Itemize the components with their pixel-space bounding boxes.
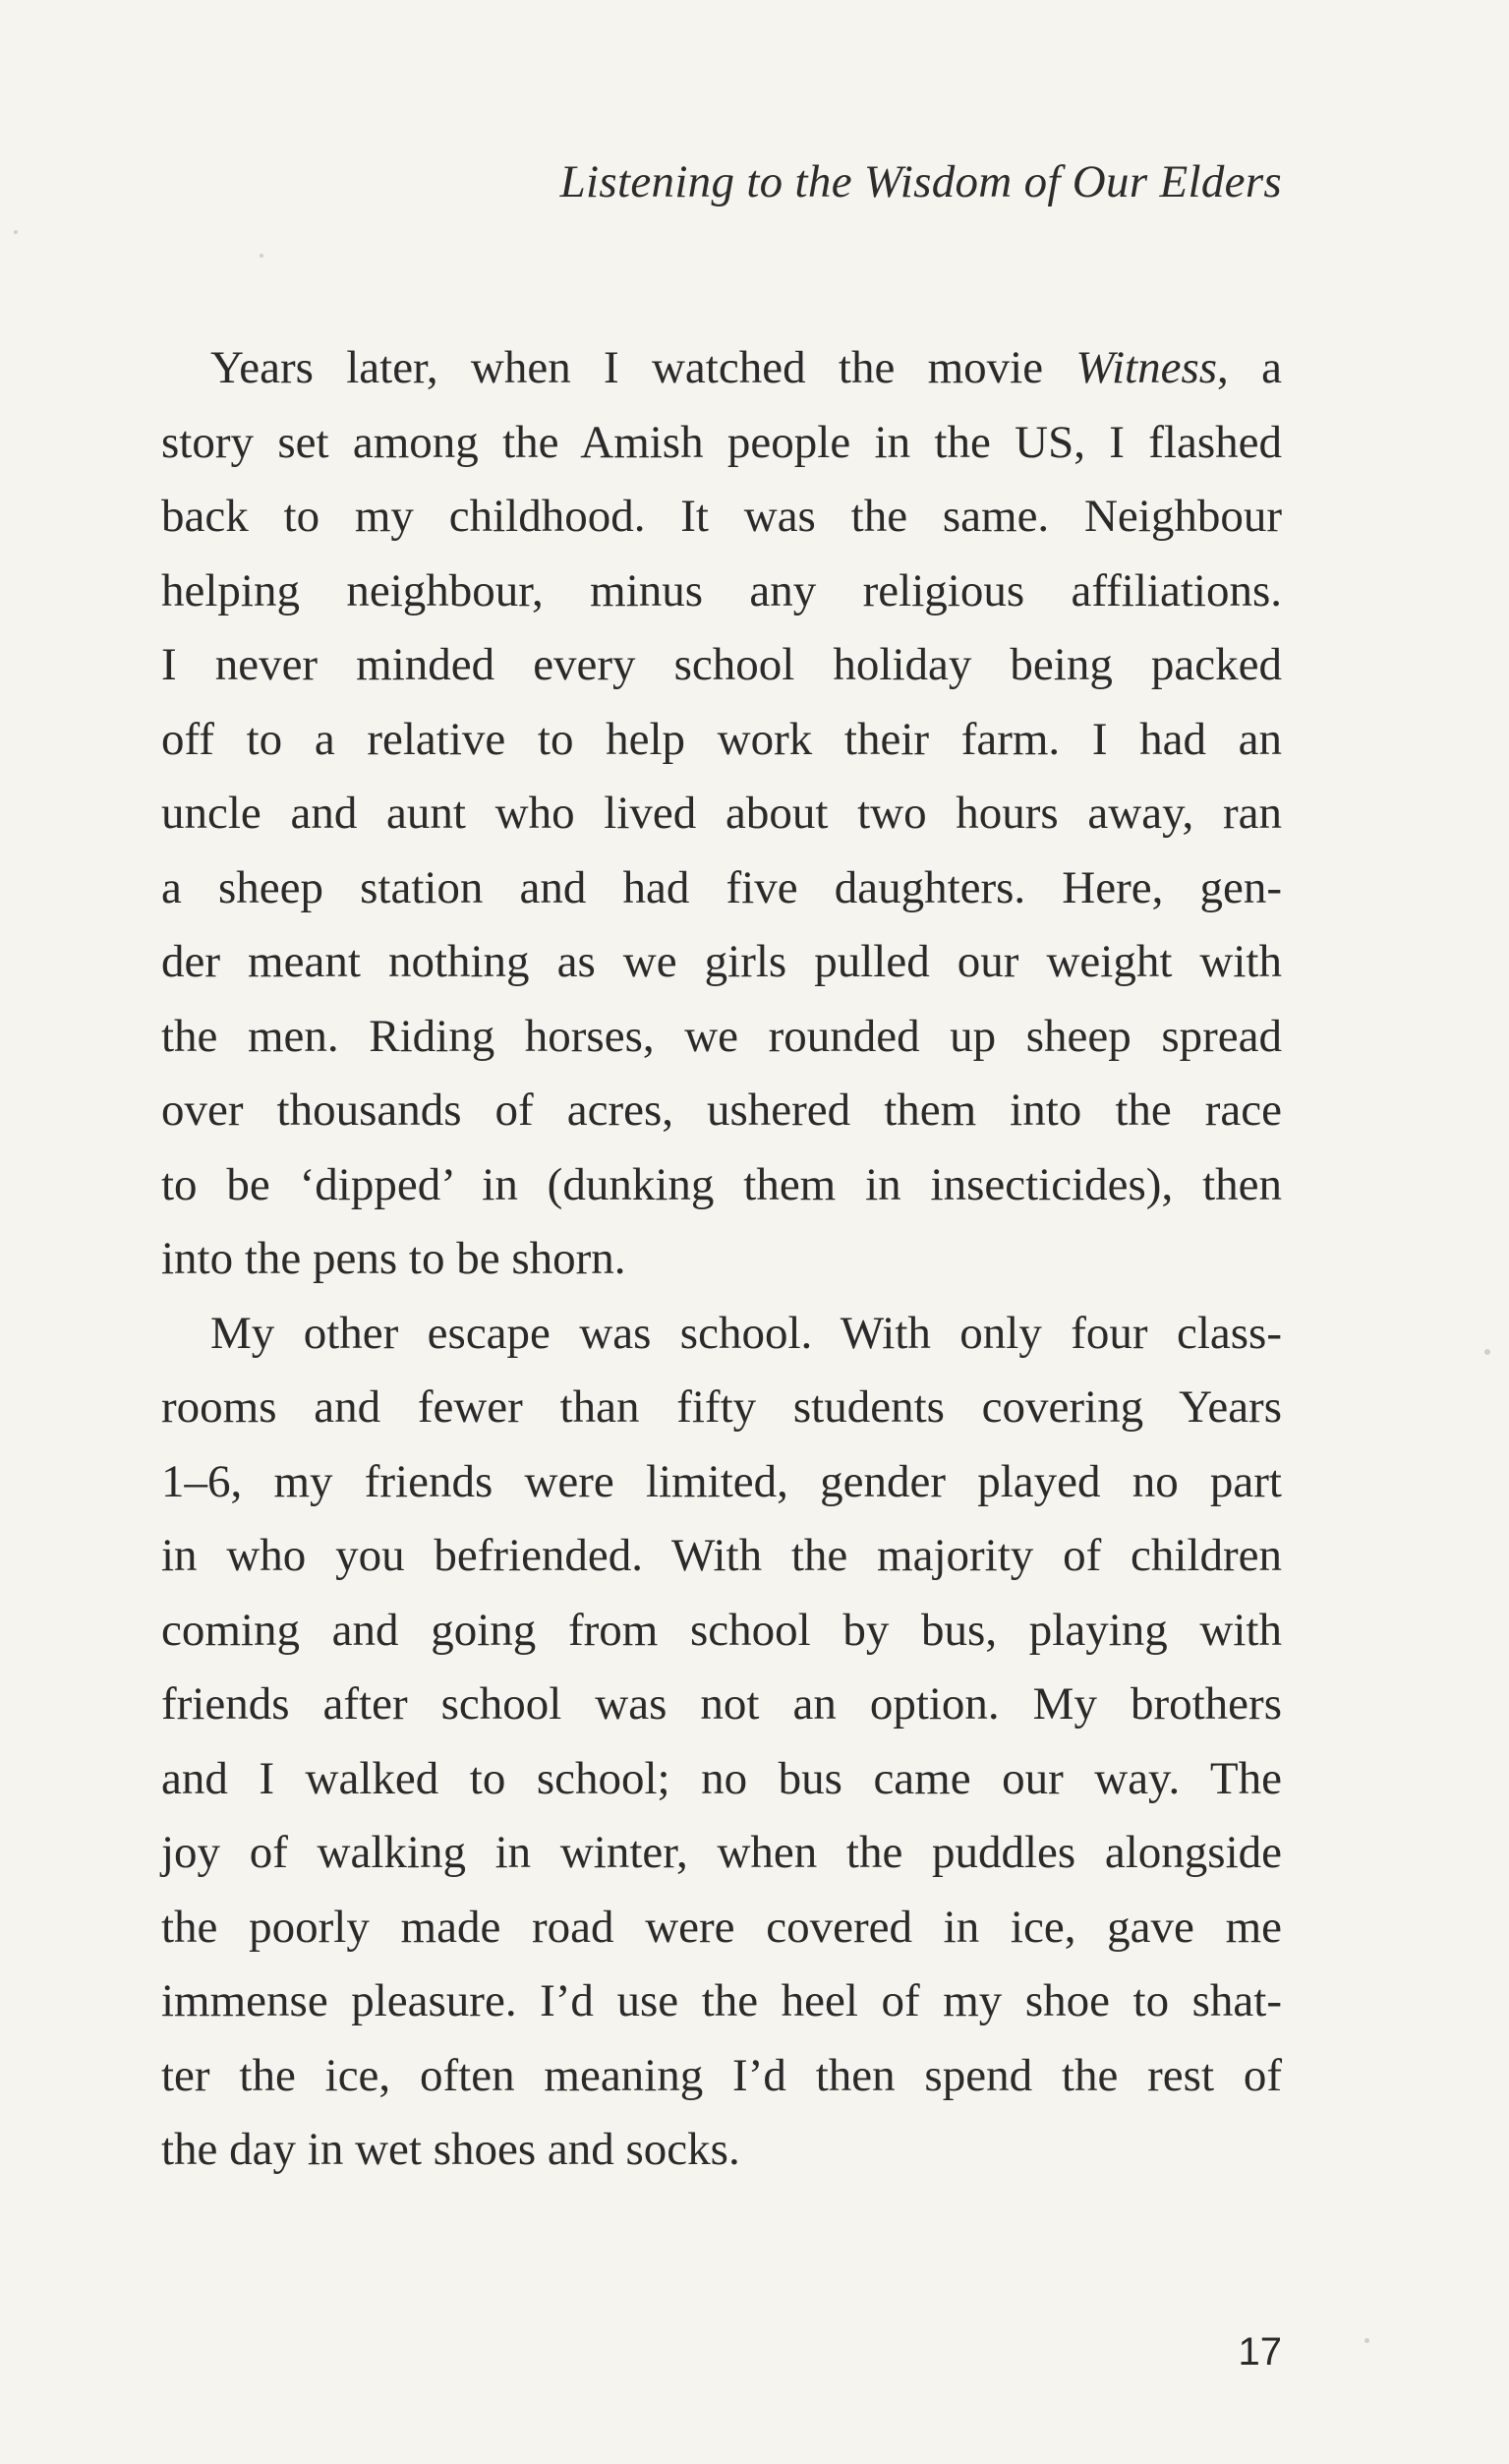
text-line: a sheep station and had five daughters. Here, gen- [161, 861, 1282, 913]
paper-speck [260, 254, 263, 258]
text-line: immense pleasure. I’d use the heel of my shoe to shat- [161, 1975, 1282, 2026]
text-line: I never minded every school holiday being packed [161, 639, 1282, 690]
text-line: 1–6, my friends were limited, gender played no part [161, 1455, 1282, 1507]
text-line: in who you befriended. With the majority of children [161, 1530, 1282, 1581]
text-line: back to my childhood. It was the same. Neighbour [161, 491, 1282, 542]
paper-speck [14, 230, 18, 234]
paragraph [161, 1297, 1282, 2188]
text-line: uncle and aunt who lived about two hours away, ran [161, 788, 1282, 839]
text-line: friends after school was not an option. My brothers [161, 1678, 1282, 1730]
text-line: the men. Riding horses, we rounded up sheep spread [161, 1010, 1282, 1062]
text-line [161, 331, 1282, 406]
text-line: joy of walking in winter, when the puddles alongside [161, 1827, 1282, 1878]
text-line: the poorly made road were covered in ice, gave me [161, 1901, 1282, 1953]
body-text [161, 331, 1282, 2188]
text-line: over thousands of acres, ushered them into the race [161, 1085, 1282, 1136]
text-line: der meant nothing as we girls pulled our weight with [161, 936, 1282, 987]
text-line: to be ‘dipped’ in (dunking them in insecticides), then [161, 1158, 1282, 1210]
text-segment: , a [1217, 342, 1282, 393]
text-line: helping neighbour, minus any religious affiliations. [161, 564, 1282, 616]
text-line: ter the ice, often meaning I’d then spend the rest of [161, 2049, 1282, 2101]
text-line: off to a relative to help work their farm. I had an [161, 713, 1282, 765]
paper-speck [1484, 1349, 1490, 1355]
text-segment: Years later, when I watched the movie [210, 342, 1076, 393]
paragraph [161, 331, 1282, 1297]
text-line: rooms and fewer than fifty students covering Years [161, 1381, 1282, 1433]
text-line: the day in wet shoes and socks. [161, 2124, 740, 2175]
text-line: My other escape was school. With only four class- [210, 1307, 1282, 1359]
text-line: into the pens to be shorn. [161, 1233, 626, 1284]
paper-speck [1364, 2338, 1369, 2343]
movie-title: Witness [1075, 342, 1218, 393]
text-line: story set among the Amish people in the US, I flashed [161, 416, 1282, 468]
page-number: 17 [1238, 2330, 1282, 2374]
running-head: Listening to the Wisdom of Our Elders [559, 156, 1282, 207]
text-line: coming and going from school by bus, playing with [161, 1604, 1282, 1656]
text-line: and I walked to school; no bus came our way. The [161, 1752, 1282, 1804]
